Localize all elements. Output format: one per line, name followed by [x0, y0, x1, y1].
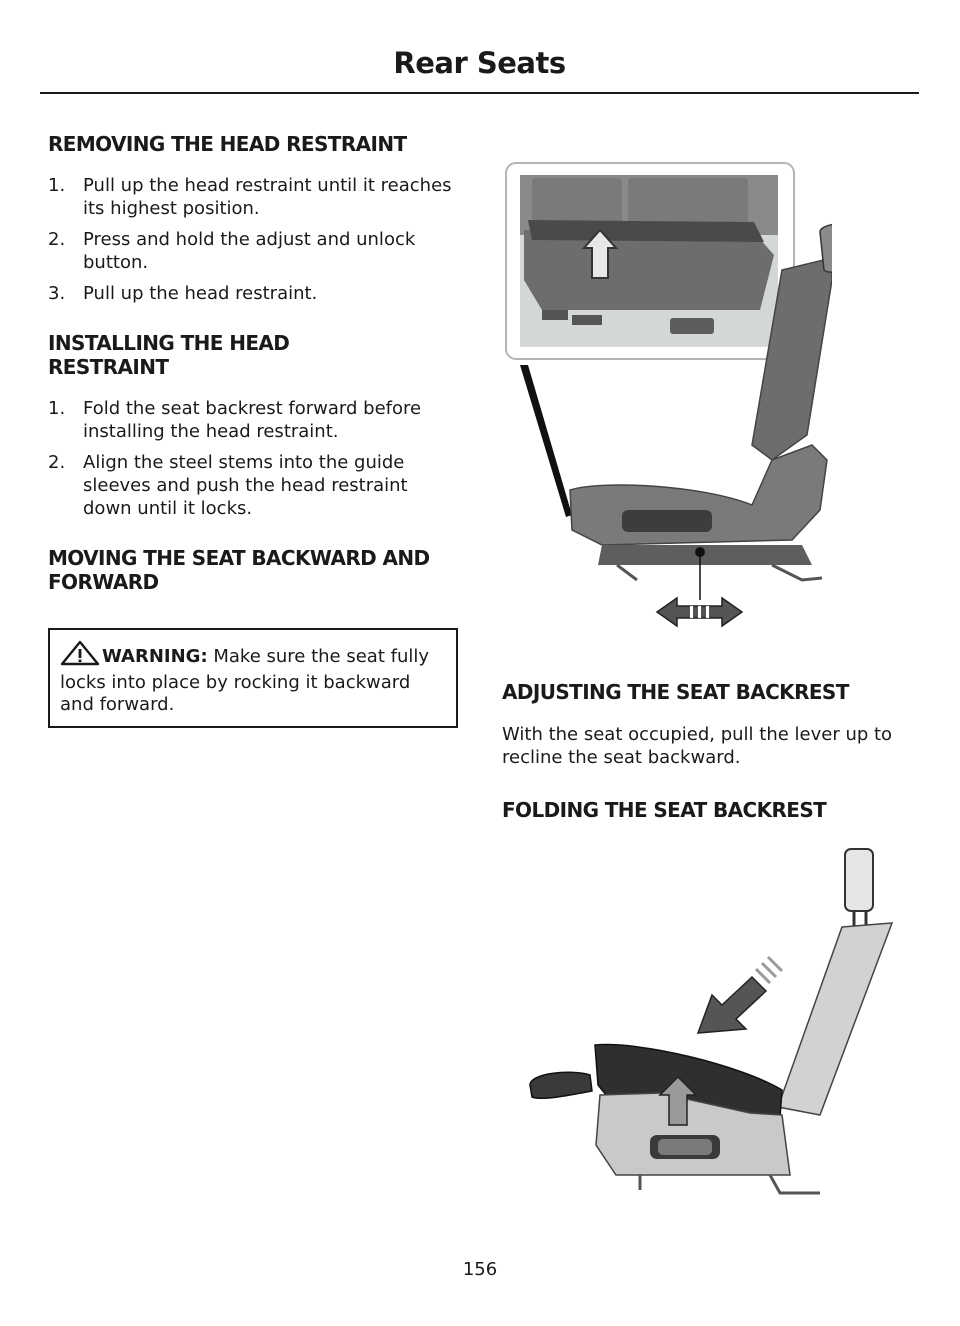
step-number: 2.: [48, 229, 66, 250]
page-number: 156: [462, 1259, 498, 1280]
warning-box: [48, 628, 458, 728]
heading-installing-head-restraint: INSTALLING THE HEAD RESTRAINT: [48, 331, 290, 379]
step-number: 1.: [48, 398, 66, 419]
page-header: [40, 40, 919, 94]
list-item: [48, 282, 460, 305]
step-number: 3.: [48, 283, 66, 304]
step-text: Align the steel stems into the guide sleeves and push the head restraint down until it locks.: [83, 452, 408, 519]
step-text: Pull up the head restraint until it reaches its highest position.: [83, 175, 452, 219]
page-title: Rear Seats: [393, 46, 566, 80]
seat-fold-illustration: [520, 845, 900, 1205]
list-item: [48, 397, 460, 443]
warning-triangle-icon: [60, 640, 100, 672]
seat-slide-illustration: [502, 160, 832, 635]
adjusting-body-text: With the seat occupied, pull the lever up to recline the seat backward.: [502, 724, 893, 768]
left-column: [48, 132, 460, 728]
list-item: [48, 174, 460, 220]
step-text: Pull up the head restraint.: [83, 283, 318, 304]
heading-moving-seat: MOVING THE SEAT BACKWARD AND FORWARD: [48, 546, 430, 594]
list-item: [48, 451, 460, 520]
step-number: 1.: [48, 175, 66, 196]
installing-steps-list: [48, 397, 460, 520]
warning-text: Make sure the seat fully locks into place by rocking it backward and forward.: [60, 646, 430, 715]
warning-label: WARNING:: [102, 646, 208, 667]
removing-steps-list: [48, 174, 460, 305]
heading-folding-backrest: FOLDING THE SEAT BACKREST: [502, 798, 827, 822]
heading-adjusting-backrest: ADJUSTING THE SEAT BACKREST: [502, 680, 849, 704]
heading-removing-head-restraint: REMOVING THE HEAD RESTRAINT: [48, 132, 407, 156]
step-number: 2.: [48, 452, 66, 473]
list-item: [48, 228, 460, 274]
step-text: Press and hold the adjust and unlock button.: [83, 229, 416, 273]
step-text: Fold the seat backrest forward before installing the head restraint.: [83, 398, 422, 442]
